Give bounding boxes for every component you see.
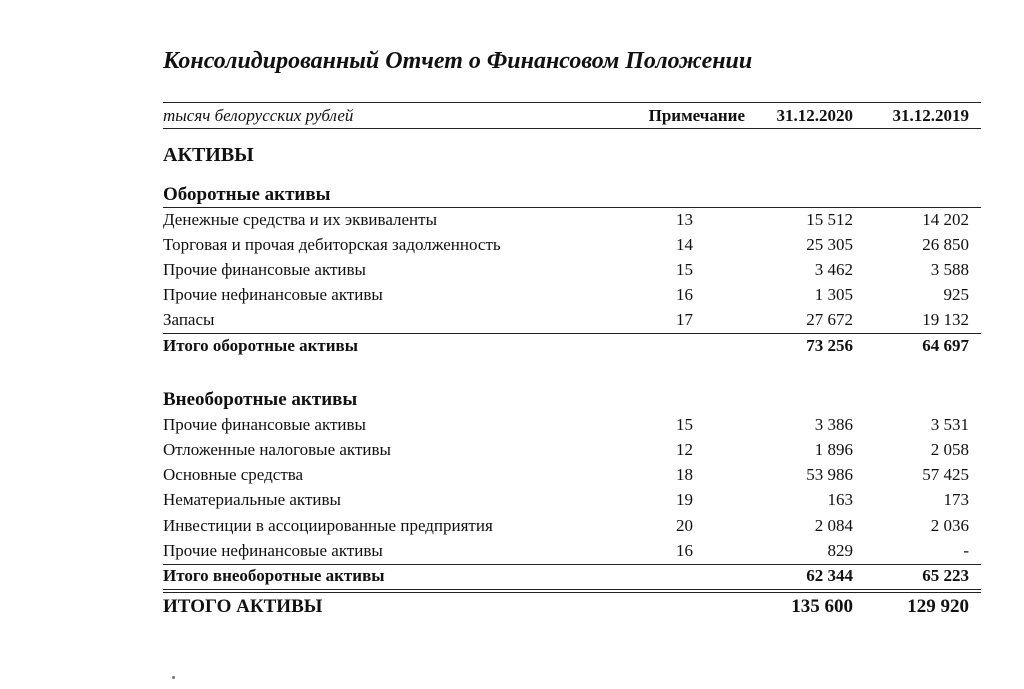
row-value-2020: 53 986 bbox=[806, 465, 853, 484]
units-label: тысяч белорусских рублей bbox=[163, 106, 354, 125]
row-value-2020: 3 386 bbox=[814, 415, 853, 434]
table-row bbox=[163, 413, 981, 437]
table-row bbox=[163, 463, 981, 487]
row-value-2020: 73 256 bbox=[806, 336, 853, 355]
row-value-2020: 1 305 bbox=[814, 285, 853, 304]
row-note: 13 bbox=[676, 210, 693, 229]
table-row bbox=[163, 308, 981, 332]
row-label: Торговая и прочая дебиторская задолженность bbox=[163, 235, 501, 254]
row-label: Итого внеоборотные активы bbox=[163, 566, 385, 585]
row-value-2019: 3 531 bbox=[930, 415, 969, 434]
row-label: Денежные средства и их эквиваленты bbox=[163, 210, 437, 229]
row-value-2019: 14 202 bbox=[922, 210, 969, 229]
row-value-2019: 129 920 bbox=[907, 596, 969, 617]
row-value-2019: 173 bbox=[943, 490, 969, 509]
table-header bbox=[163, 104, 981, 128]
col-2019-header: 31.12.2019 bbox=[892, 106, 969, 125]
row-note: 20 bbox=[676, 516, 693, 535]
row-note: 15 bbox=[676, 260, 693, 279]
grand-total-rule-bottom bbox=[163, 592, 981, 593]
table-row bbox=[163, 233, 981, 257]
row-note: 15 bbox=[676, 415, 693, 434]
row-label: Прочие финансовые активы bbox=[163, 260, 366, 279]
row-value-2019: 19 132 bbox=[922, 310, 969, 329]
row-value-2019: 925 bbox=[943, 285, 969, 304]
row-label: Прочие нефинансовые активы bbox=[163, 285, 383, 304]
current-assets-total-row bbox=[163, 334, 981, 358]
row-note: 14 bbox=[676, 235, 693, 254]
table-row bbox=[163, 438, 981, 462]
row-note: 17 bbox=[676, 310, 693, 329]
table-row bbox=[163, 539, 981, 563]
col-2020-header: 31.12.2020 bbox=[776, 106, 853, 125]
header-top-rule bbox=[163, 102, 981, 103]
row-label: Нематериальные активы bbox=[163, 490, 341, 509]
row-label: Прочие нефинансовые активы bbox=[163, 541, 383, 560]
noncurrent-assets-total-row bbox=[163, 564, 981, 588]
row-value-2020: 1 896 bbox=[814, 440, 853, 459]
row-value-2020: 135 600 bbox=[791, 596, 853, 617]
statement-title: Консолидированный Отчет о Финансовом Положении bbox=[163, 48, 753, 74]
row-label: Основные средства bbox=[163, 465, 304, 484]
row-note: 16 bbox=[676, 541, 693, 560]
row-value-2019: 65 223 bbox=[922, 566, 969, 585]
row-note: 16 bbox=[676, 285, 693, 304]
row-note: 19 bbox=[676, 490, 693, 509]
table-row bbox=[163, 514, 981, 538]
row-value-2019: 2 058 bbox=[930, 440, 969, 459]
table-row bbox=[163, 208, 981, 232]
row-value-2020: 15 512 bbox=[806, 210, 853, 229]
row-label: Запасы bbox=[163, 310, 215, 329]
row-value-2019: 64 697 bbox=[922, 336, 969, 355]
row-label: Инвестиции в ассоциированные предприятия bbox=[163, 516, 493, 535]
row-value-2020: 3 462 bbox=[814, 260, 853, 279]
row-value-2019: 57 425 bbox=[922, 465, 969, 484]
row-note: 18 bbox=[676, 465, 693, 484]
table-row bbox=[163, 258, 981, 282]
row-value-2020: 27 672 bbox=[806, 310, 853, 329]
table-row bbox=[163, 283, 981, 307]
current-assets-heading: Оборотные активы bbox=[163, 184, 331, 205]
row-value-2019: 2 036 bbox=[930, 516, 969, 535]
scan-speck bbox=[172, 676, 175, 679]
row-value-2019: 3 588 bbox=[930, 260, 969, 279]
row-value-2020: 62 344 bbox=[806, 566, 853, 585]
grand-total-rule-top bbox=[163, 589, 981, 590]
row-value-2020: 2 084 bbox=[814, 516, 853, 535]
row-note: 12 bbox=[676, 440, 693, 459]
header-bottom-rule bbox=[163, 128, 981, 129]
row-value-2020: 829 bbox=[827, 541, 853, 560]
table-row bbox=[163, 488, 981, 512]
note-column-header: Примечание bbox=[648, 106, 745, 125]
assets-heading: АКТИВЫ bbox=[163, 144, 254, 166]
row-value-2020: 25 305 bbox=[806, 235, 853, 254]
row-label: Прочие финансовые активы bbox=[163, 415, 366, 434]
row-label: Итого оборотные активы bbox=[163, 336, 359, 355]
row-label: Отложенные налоговые активы bbox=[163, 440, 391, 459]
row-value-2020: 163 bbox=[827, 490, 853, 509]
noncurrent-assets-heading: Внеоборотные активы bbox=[163, 389, 358, 410]
row-label: ИТОГО АКТИВЫ bbox=[163, 596, 323, 617]
row-value-2019: - bbox=[963, 541, 969, 560]
row-value-2019: 26 850 bbox=[922, 235, 969, 254]
total-assets-row bbox=[163, 594, 981, 618]
